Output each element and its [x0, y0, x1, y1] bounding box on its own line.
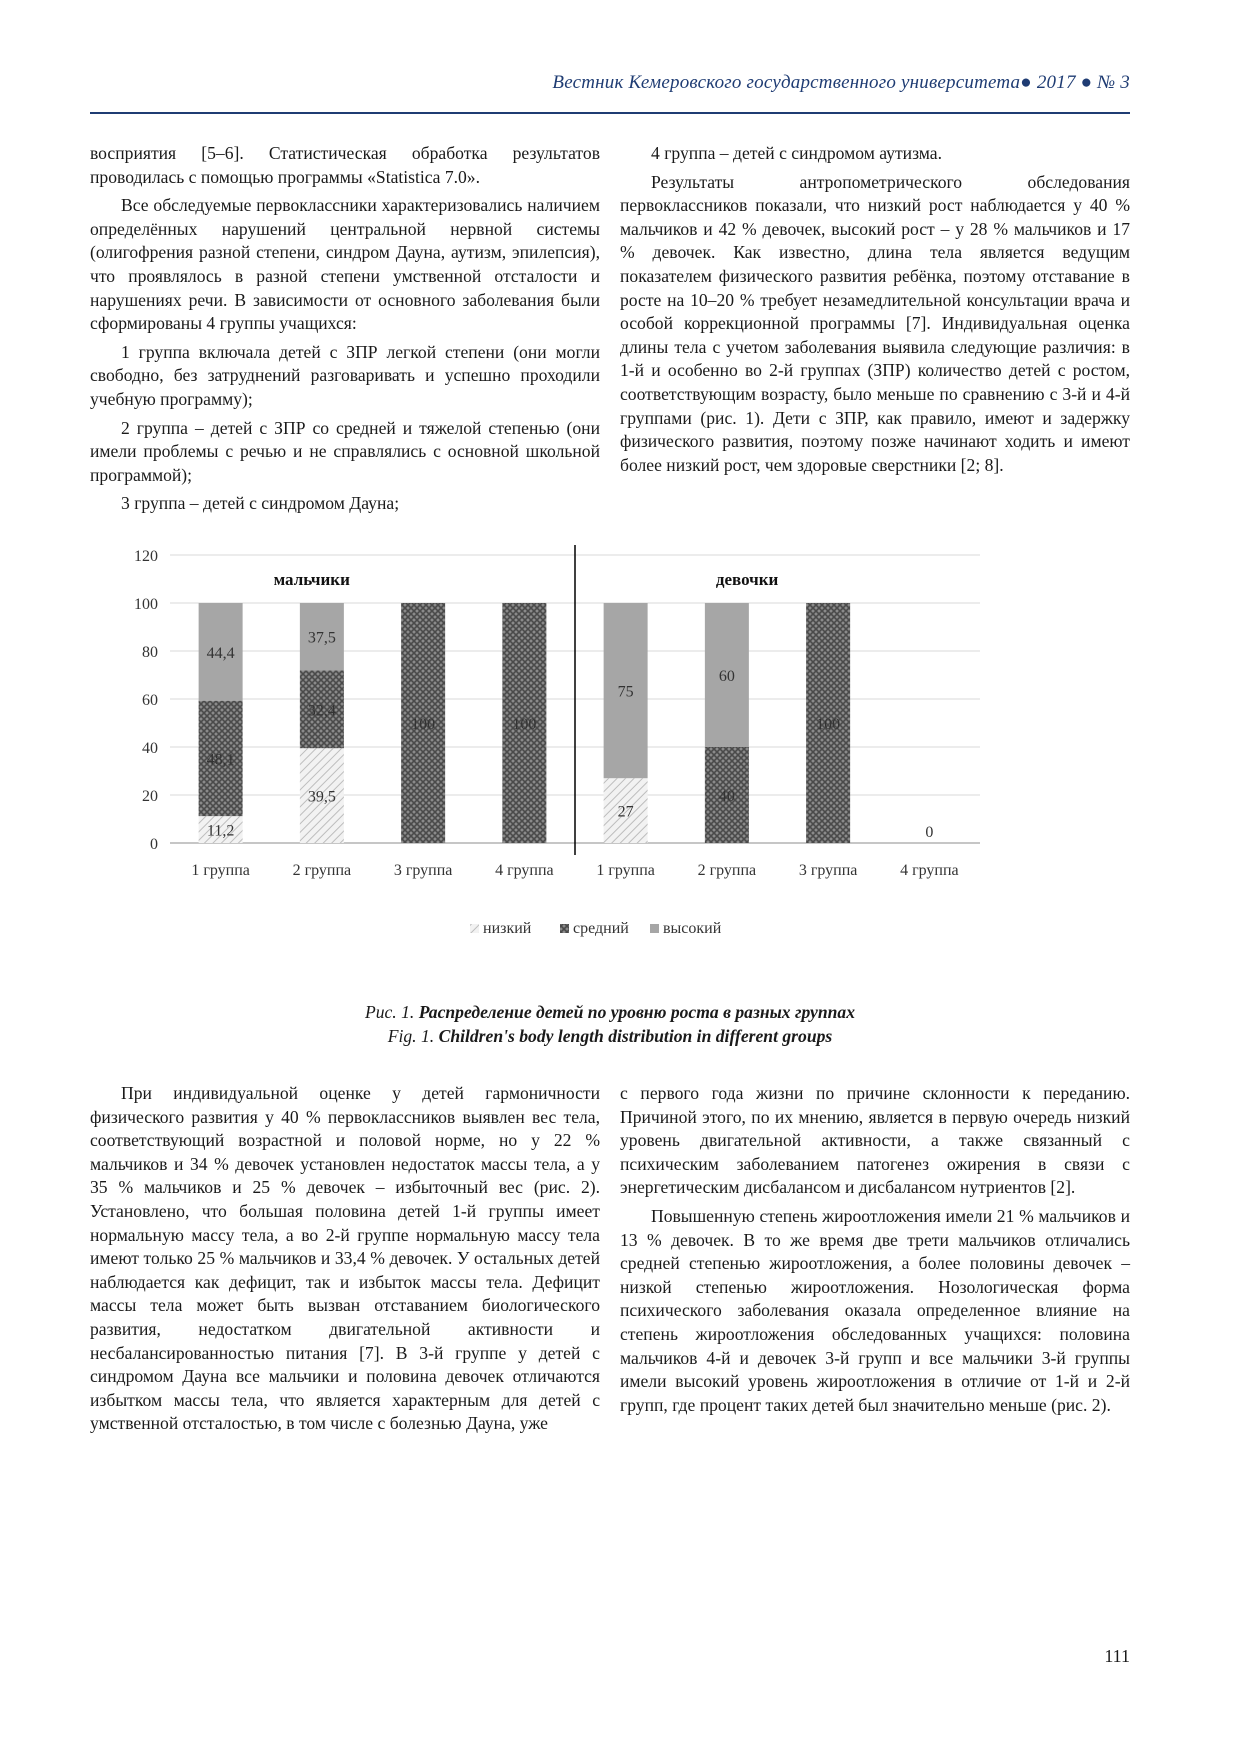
legend-label: высокий	[663, 920, 722, 937]
caption-en-title: Children's body length distribution in different groups	[438, 1026, 833, 1046]
data-label: 100	[816, 716, 841, 733]
paragraph: с первого года жизни по причине склонности к переданию. Причиной этого, по их мнению, является в первую очередь низкий уровень двигательной активности, а также связанный с психическим заболеванием патогенез ожирения в связи с энергетическим дисбалансом и дисбалансом нутриентов [2].	[620, 1083, 1130, 1198]
paragraph: 3 группа – детей с синдромом Дауна;	[121, 493, 400, 514]
y-tick-label: 80	[142, 644, 158, 661]
data-label: 37,5	[307, 629, 336, 647]
x-tick-label: 3 группа	[393, 862, 453, 879]
legend-label: низкий	[483, 920, 532, 937]
panel-label: мальчики	[273, 570, 350, 589]
y-tick-label: 100	[134, 596, 158, 613]
figure-caption-ru	[90, 1002, 1130, 1023]
data-label: 39,5	[307, 788, 336, 806]
data-label: 0	[925, 824, 934, 841]
panel-label: девочки	[715, 570, 779, 589]
paragraph: восприятия [5–6]. Статистическая обработка результатов проводилась с помощью программы «Statistica 7.0».	[90, 143, 600, 187]
y-tick-label: 120	[134, 548, 158, 565]
height-distribution-chart	[120, 545, 1120, 990]
paragraph: 1 группа включала детей с ЗПР легкой степени (они могли свободно, без затруднений разговаривать и успешно проходили учебную программу);	[90, 341, 600, 409]
header-rule	[90, 112, 1130, 114]
x-tick-label: 4 группа	[495, 862, 554, 879]
figure-caption-en	[90, 1026, 1130, 1047]
x-tick-label: 1 группа	[191, 862, 250, 879]
paragraph: При индивидуальной оценке у детей гармоничности физического развития у 40 % первоклассников выявлен вес тела, соответствующий возрастной и половой норме, но у 22 % мальчиков и 34 % девочек установлен недостаток массы тела, а у 35 % мальчиков и 25 % девочек – избыточный вес (рис. 2). Установлено, что большая половина детей 1-й группы имеет нормальную массу тела, а во 2-й группе нормальную массу тела имеют только 25 % мальчиков и 33,4 % девочек. У остальных детей наблюдается как дефицит, так и избыток массы тела. Дефицит массы тела может быть вызван отставанием биологического развития, недостатком двигательной активности и несбалансированностью питания [7]. В 3-й группе у детей с синдромом Дауна все мальчики и половина девочек отличаются избытком массы тела, что является характерным для детей с умственной отсталостью, в том числе с болезнью Дауна, уже	[90, 1083, 600, 1434]
data-label: 11,2	[206, 822, 235, 840]
data-label: 48,1	[206, 751, 235, 769]
text-column-top-right	[620, 142, 1130, 482]
y-tick-label: 20	[142, 788, 158, 805]
paragraph: Результаты антропометрического обследования первоклассников показали, что низкий рост наблюдается у 40 % мальчиков и 42 % девочек, высокий рост – у 28 % мальчиков и 17 % девочек. Как известно, длина тела является ведущим показателем физического развития ребёнка, поэтому отставание в росте на 10–20 % требует незамедлительной консультации врача и особой коррекционной программы [7]. Индивидуальная оценка длины тела с учетом заболевания выявила следующие различия: в 1-й и особенно во 2-й группах (ЗПР) количество детей с ростом, соответствующим возрасту, было меньше по сравнению с 3-й и 4-й группами (рис. 1). Дети с ЗПР, как правило, имеют и задержку физического развития, поэтому позже начинают ходить и имеют более низкий рост, чем здоровые сверстники [2; 8].	[620, 171, 1130, 475]
legend-swatch	[470, 924, 479, 933]
x-tick-label: 1 группа	[596, 862, 655, 879]
y-tick-label: 60	[142, 692, 158, 709]
data-label: 44,4	[206, 644, 235, 662]
caption-ru-prefix: Рис. 1.	[364, 1002, 415, 1022]
text-column-bottom-right	[620, 1082, 1130, 1422]
legend-swatch	[560, 924, 569, 933]
paragraph: 2 группа – детей с ЗПР со средней и тяжелой степенью (они имели проблемы с речью и не справлялись с основной школьной программой);	[90, 417, 600, 485]
y-tick-label: 0	[150, 836, 158, 853]
x-tick-label: 3 группа	[798, 862, 858, 879]
paragraph: 4 группа – детей с синдромом аутизма.	[651, 143, 943, 163]
data-label: 32,4	[307, 702, 336, 720]
x-tick-label: 4 группа	[900, 862, 959, 879]
data-label: 40	[718, 788, 735, 805]
page-number: 111	[1104, 1646, 1130, 1666]
x-tick-label: 2 группа	[292, 862, 352, 879]
x-tick-label: 2 группа	[697, 862, 757, 879]
data-label: 100	[512, 716, 537, 733]
paragraph: Все обследуемые первоклассники характеризовались наличием определённых нарушений центральной нервной системы (олигофрения разной степени, синдром Дауна, аутизм, эпилепсия), что проявлялось в разной степени умственной отсталости и нарушениях речи. В зависимости от основного заболевания были сформированы 4 группы учащихся:	[90, 195, 600, 334]
data-label: 75	[617, 683, 634, 701]
data-label: 100	[411, 716, 436, 733]
journal-header: Вестник Кемеровского государственного университета● 2017 ● № 3	[552, 72, 1130, 93]
data-label: 27	[617, 803, 634, 821]
y-tick-label: 40	[142, 740, 158, 757]
caption-en-prefix: Fig. 1.	[387, 1026, 435, 1046]
data-label: 60	[718, 668, 735, 685]
legend-label: средний	[573, 920, 629, 937]
legend-swatch	[650, 924, 659, 933]
text-column-top-left	[90, 142, 600, 521]
text-column-bottom-left	[90, 1082, 600, 1441]
paragraph: Повышенную степень жироотложения имели 21 % мальчиков и 13 % девочек. В то же время две трети мальчиков отличались средней степенью жироотложения, а более половины девочек – низкой степенью жироотложения. Нозологическая форма психического заболевания оказала определенное влияние на степень жироотложения обследованных учащихся: половина мальчиков 4-й и девочек 3-й групп и все мальчики 3-й группы имели высокий уровень жироотложения в отличие от 1-й и 2-й групп, где процент таких детей был значительно меньше (рис. 2).	[620, 1205, 1130, 1415]
caption-ru-title: Распределение детей по уровню роста в разных группах	[418, 1002, 856, 1022]
